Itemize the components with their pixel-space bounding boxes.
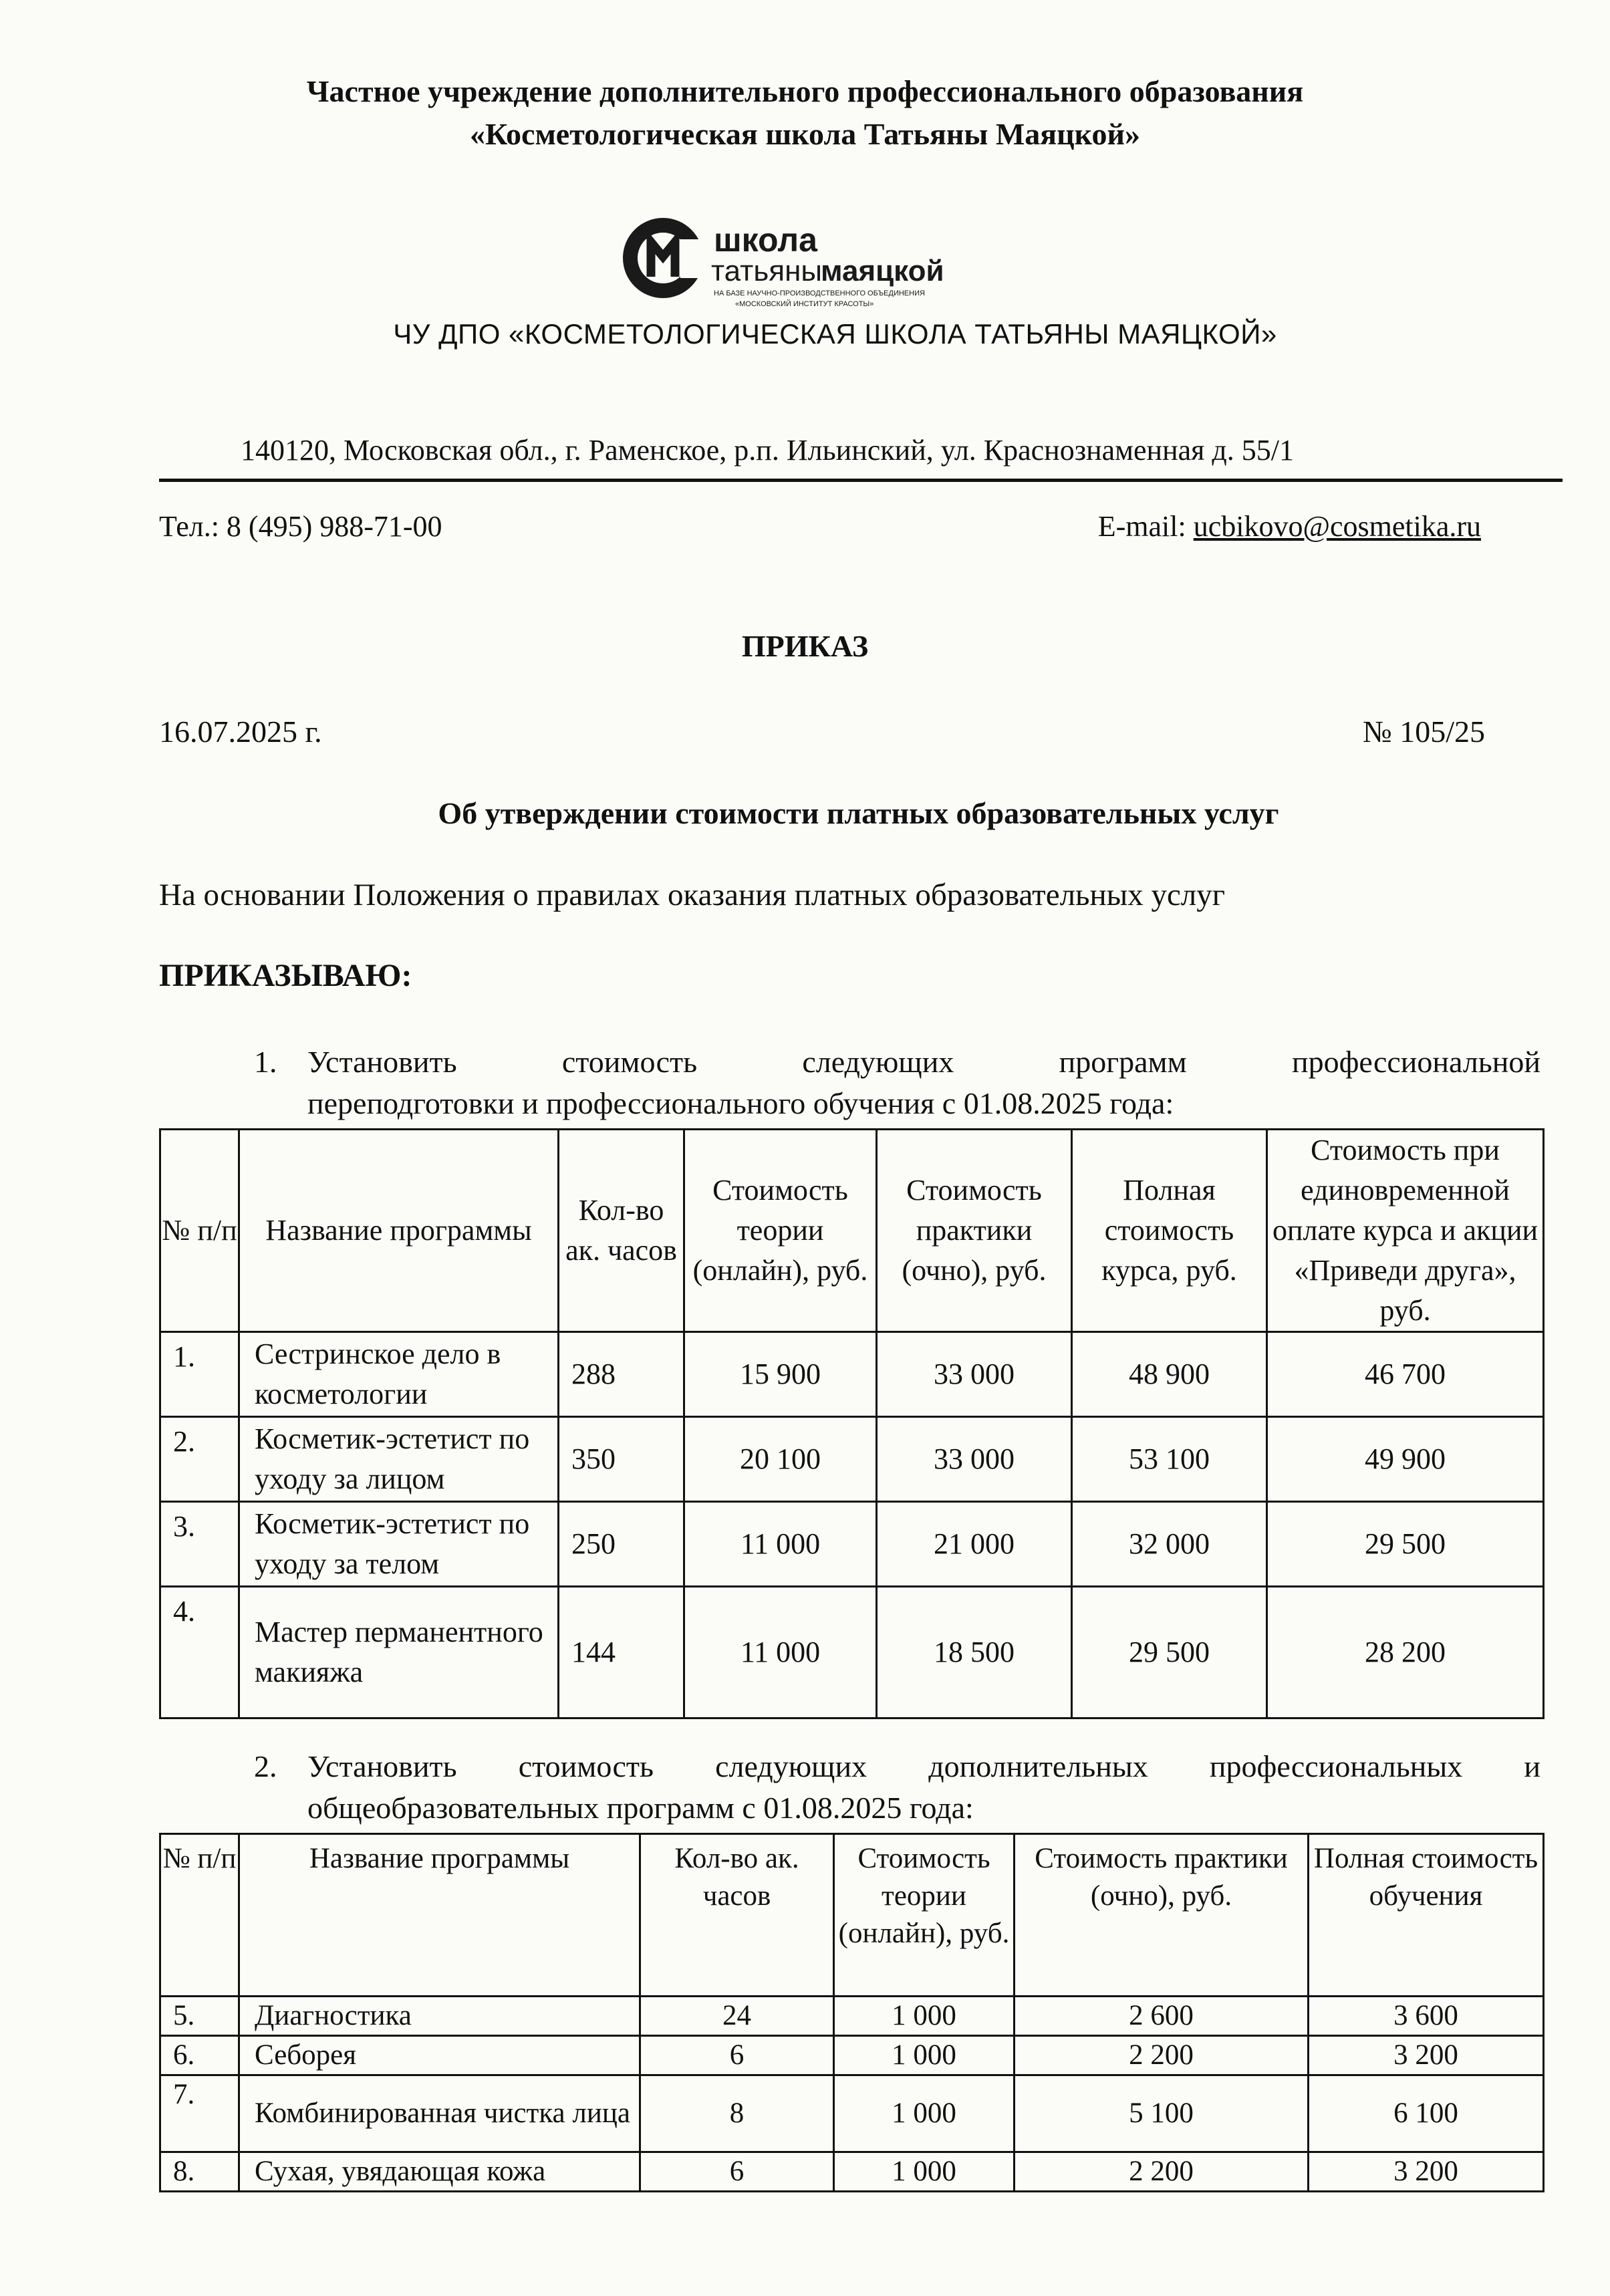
logo-tagline1: НА БАЗЕ НАУЧНО-ПРОИЗВОДСТВЕННОГО ОБЪЕДИНЕНИЯ xyxy=(714,289,925,297)
program-name: Комбинированная чистка лица xyxy=(239,2075,640,2152)
program-name: Сухая, увядающая кожа xyxy=(239,2152,640,2192)
row-index: 2. xyxy=(160,1417,239,1502)
practice-cost: 21 000 xyxy=(877,1502,1072,1587)
column-header: Кол-во ак. часов xyxy=(640,1834,834,1997)
hours-cell: 144 xyxy=(559,1587,684,1718)
item-text-line: Установить стоимость следующих программ профессиональной xyxy=(307,1045,1540,1079)
column-header: № п/п xyxy=(160,1834,239,1997)
total-cost: 3 600 xyxy=(1309,1997,1544,2036)
order-command: ПРИКАЗЫВАЮ: xyxy=(159,958,412,993)
programs-table xyxy=(159,1128,1545,1719)
column-header: Полная стоимость курса, руб. xyxy=(1072,1130,1267,1332)
total-cost: 3 200 xyxy=(1309,2036,1544,2075)
table-row xyxy=(160,1587,1544,1718)
item-text-line: переподготовки и профессионального обучения с 01.08.2025 года: xyxy=(307,1086,1174,1120)
theory-cost: 1 000 xyxy=(834,2036,1015,2075)
table-header-row xyxy=(160,1834,1544,1997)
program-name: Косметик-эстетист по уходу за телом xyxy=(239,1502,559,1587)
theory-cost: 11 000 xyxy=(684,1587,877,1718)
total-cost: 6 100 xyxy=(1309,2075,1544,2152)
item-text-line: Установить стоимость следующих дополнительных профессиональных и xyxy=(307,1749,1540,1783)
column-header: Стоимость теории (онлайн), руб. xyxy=(834,1834,1015,1997)
logo-line2a: татьяны xyxy=(711,255,822,287)
total-cost: 29 500 xyxy=(1072,1587,1267,1718)
table-row xyxy=(160,2152,1544,2192)
hours-cell: 288 xyxy=(559,1332,684,1417)
org-title xyxy=(0,70,1610,156)
row-index: 4. xyxy=(160,1587,239,1718)
row-index: 5. xyxy=(160,1997,239,2036)
hours-cell: 8 xyxy=(640,2075,834,2152)
row-index: 6. xyxy=(160,2036,239,2075)
theory-cost: 15 900 xyxy=(684,1332,877,1417)
org-address: 140120, Московская обл., г. Раменское, р.п. Ильинский, ул. Краснознаменная д. 55/1 xyxy=(241,434,1295,467)
column-header: № п/п xyxy=(160,1130,239,1332)
order-item-1 xyxy=(254,1041,1540,1124)
hours-cell: 250 xyxy=(559,1502,684,1587)
order-subject: Об утверждении стоимости платных образовательных услуг xyxy=(438,796,1279,830)
row-index: 8. xyxy=(160,2152,239,2192)
table-row xyxy=(160,2036,1544,2075)
program-name: Диагностика xyxy=(239,1997,640,2036)
table-row xyxy=(160,1332,1544,1417)
header-divider xyxy=(159,479,1563,482)
table-row xyxy=(160,1997,1544,2036)
practice-cost: 2 600 xyxy=(1015,1997,1309,2036)
theory-cost: 11 000 xyxy=(684,1502,877,1587)
theory-cost: 20 100 xyxy=(684,1417,877,1502)
program-name: Мастер перманентного макияжа xyxy=(239,1587,559,1718)
practice-cost: 18 500 xyxy=(877,1587,1072,1718)
total-cost: 32 000 xyxy=(1072,1502,1267,1587)
order-item-2 xyxy=(254,1746,1540,1829)
org-email xyxy=(1098,509,1481,543)
school-logo xyxy=(622,213,956,313)
total-cost: 3 200 xyxy=(1309,2152,1544,2192)
theory-cost: 1 000 xyxy=(834,1997,1015,2036)
email-label: E-mail: xyxy=(1097,510,1194,543)
discount-cost: 28 200 xyxy=(1267,1587,1544,1718)
discount-cost: 49 900 xyxy=(1267,1417,1544,1502)
column-header: Стоимость теории (онлайн), руб. xyxy=(684,1130,877,1332)
column-header: Стоимость практики (очно), руб. xyxy=(877,1130,1072,1332)
theory-cost: 1 000 xyxy=(834,2152,1015,2192)
org-title-line2: «Косметологическая школа Татьяны Маяцкой» xyxy=(469,117,1141,151)
logo-emblem-icon xyxy=(623,218,707,298)
column-header: Название программы xyxy=(239,1834,640,1997)
column-header: Название программы xyxy=(239,1130,559,1332)
practice-cost: 2 200 xyxy=(1015,2036,1309,2075)
email-link[interactable]: ucbikovo@cosmetika.ru xyxy=(1193,510,1481,543)
discount-cost: 29 500 xyxy=(1267,1502,1544,1587)
program-name: Косметик-эстетист по уходу за лицом xyxy=(239,1417,559,1502)
table-row xyxy=(160,1417,1544,1502)
logo-line2b: маяцкой xyxy=(821,255,944,287)
program-name: Сестринское дело в косметологии xyxy=(239,1332,559,1417)
program-name: Себорея xyxy=(239,2036,640,2075)
total-cost: 53 100 xyxy=(1072,1417,1267,1502)
order-heading: ПРИКАЗ xyxy=(741,629,869,663)
order-date: 16.07.2025 г. xyxy=(159,715,322,749)
table-row xyxy=(160,1502,1544,1587)
practice-cost: 33 000 xyxy=(877,1332,1072,1417)
logo-line1: школа xyxy=(714,221,817,259)
practice-cost: 33 000 xyxy=(877,1417,1072,1502)
additional-programs-table xyxy=(159,1833,1545,2192)
table-row xyxy=(160,2075,1544,2152)
org-title-line1: Частное учреждение дополнительного профессионального образования xyxy=(306,74,1304,108)
item-text-line: общеобразовательных программ с 01.08.2025 года: xyxy=(307,1791,974,1825)
column-header: Стоимость при единовременной оплате курса и акции «Приведи друга», руб. xyxy=(1267,1130,1544,1332)
hours-cell: 24 xyxy=(640,1997,834,2036)
row-index: 7. xyxy=(160,2075,239,2152)
hours-cell: 6 xyxy=(640,2152,834,2192)
order-basis: На основании Положения о правилах оказания платных образовательных услуг xyxy=(159,878,1226,912)
total-cost: 48 900 xyxy=(1072,1332,1267,1417)
row-index: 1. xyxy=(160,1332,239,1417)
org-short-name: ЧУ ДПО «КОСМЕТОЛОГИЧЕСКАЯ ШКОЛА ТАТЬЯНЫ МАЯЦКОЙ» xyxy=(393,318,1277,350)
row-index: 3. xyxy=(160,1502,239,1587)
hours-cell: 6 xyxy=(640,2036,834,2075)
theory-cost: 1 000 xyxy=(834,2075,1015,2152)
column-header: Стоимость практики (очно), руб. xyxy=(1015,1834,1309,1997)
org-phone: Тел.: 8 (495) 988-71-00 xyxy=(159,510,442,543)
item-number: 2. xyxy=(254,1749,277,1783)
practice-cost: 5 100 xyxy=(1015,2075,1309,2152)
practice-cost: 2 200 xyxy=(1015,2152,1309,2192)
column-header: Кол-во ак. часов xyxy=(559,1130,684,1332)
hours-cell: 350 xyxy=(559,1417,684,1502)
item-number: 1. xyxy=(254,1045,277,1079)
discount-cost: 46 700 xyxy=(1267,1332,1544,1417)
logo-tagline2: «МОСКОВСКИЙ ИНСТИТУТ КРАСОТЫ» xyxy=(735,300,874,308)
order-number: № 105/25 xyxy=(1362,715,1485,749)
column-header: Полная стоимость обучения xyxy=(1309,1834,1544,1997)
table-header-row xyxy=(160,1130,1544,1332)
